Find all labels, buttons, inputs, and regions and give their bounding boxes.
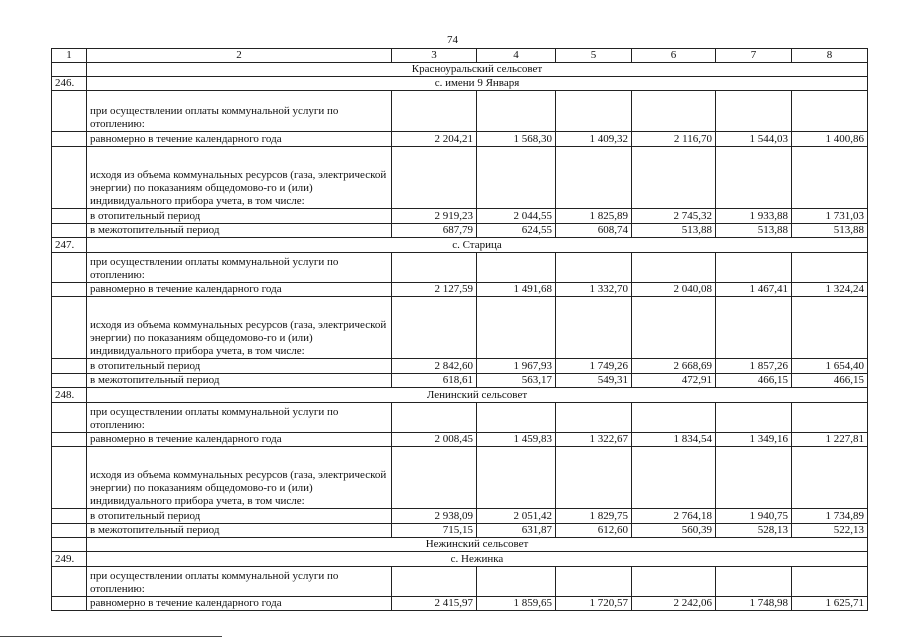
footnote-separator	[0, 636, 222, 637]
table-cell: 2 008,45	[392, 433, 477, 447]
table-cell: 528,13	[716, 524, 792, 538]
table-cell: 1 459,83	[477, 433, 556, 447]
table-cell: 549,31	[556, 374, 632, 388]
table-cell: 1 324,24	[792, 283, 868, 297]
table-cell: 624,55	[477, 224, 556, 238]
table-cell: 1 400,86	[792, 132, 868, 147]
table-row	[52, 283, 868, 297]
table-cell: 612,60	[556, 524, 632, 538]
table-row	[52, 524, 868, 538]
column-header: 5	[556, 49, 632, 63]
column-header: 8	[792, 49, 868, 63]
table-cell: 2 204,21	[392, 132, 477, 147]
table-cell: 466,15	[792, 374, 868, 388]
row-label: в межотопительный период	[87, 374, 392, 388]
table-cell: 1 467,41	[716, 283, 792, 297]
table-cell: 1 734,89	[792, 509, 868, 524]
table-cell: 2 764,18	[632, 509, 716, 524]
row-label: при осуществлении оплаты коммунальной услуги по отоплению:	[87, 91, 392, 132]
table-cell: 1 749,26	[556, 359, 632, 374]
table-cell: 1 731,03	[792, 209, 868, 224]
table-cell: 1 227,81	[792, 433, 868, 447]
row-label: в отопительный период	[87, 509, 392, 524]
table-cell: 608,74	[556, 224, 632, 238]
row-label: исходя из объема коммунальных ресурсов (газа, электрической энергии) по показаниям общедомово-го и (или) индивидуального прибора учета, в том числе:	[87, 147, 392, 209]
table-cell: 1 625,71	[792, 597, 868, 611]
table-row	[52, 147, 868, 209]
table-row	[52, 224, 868, 238]
group-heading: Ленинский сельсовет	[87, 388, 868, 403]
table-cell: 1 568,30	[477, 132, 556, 147]
table-row	[52, 359, 868, 374]
table-cell: 1 322,67	[556, 433, 632, 447]
item-number: 247.	[52, 238, 87, 253]
settlement-name: с. Нежинка	[87, 552, 868, 567]
table-cell: 2 116,70	[632, 132, 716, 147]
table-cell: 1 748,98	[716, 597, 792, 611]
column-header: 3	[392, 49, 477, 63]
row-label: равномерно в течение календарного года	[87, 132, 392, 147]
settlement-row	[52, 238, 868, 253]
table-cell: 1 332,70	[556, 283, 632, 297]
table-cell: 2 745,32	[632, 209, 716, 224]
table-cell: 1 933,88	[716, 209, 792, 224]
tariff-table	[51, 48, 868, 611]
row-label: исходя из объема коммунальных ресурсов (газа, электрической энергии) по показаниям общедомово-го и (или) индивидуального прибора учета, в том числе:	[87, 297, 392, 359]
column-header: 2	[87, 49, 392, 63]
table-cell: 687,79	[392, 224, 477, 238]
row-label: исходя из объема коммунальных ресурсов (газа, электрической энергии) по показаниям общедомово-го и (или) индивидуального прибора учета, в том числе:	[87, 447, 392, 509]
row-label: в отопительный период	[87, 209, 392, 224]
table-cell: 563,17	[477, 374, 556, 388]
table-row	[52, 91, 868, 132]
table-cell: 2 051,42	[477, 509, 556, 524]
column-header: 4	[477, 49, 556, 63]
table-cell: 2 127,59	[392, 283, 477, 297]
table-cell: 1 720,57	[556, 597, 632, 611]
page-number: 74	[447, 34, 458, 46]
table-cell: 2 415,97	[392, 597, 477, 611]
row-label: при осуществлении оплаты коммунальной услуги по отоплению:	[87, 403, 392, 433]
settlement-row	[52, 77, 868, 91]
row-label: в отопительный период	[87, 359, 392, 374]
column-header: 7	[716, 49, 792, 63]
column-header: 1	[52, 49, 87, 63]
table-cell: 1 967,93	[477, 359, 556, 374]
table-cell: 1 825,89	[556, 209, 632, 224]
group-heading: Нежинский сельсовет	[87, 538, 868, 552]
table-cell: 1 409,32	[556, 132, 632, 147]
settlement-name: с. Старица	[87, 238, 868, 253]
item-number: 246.	[52, 77, 87, 91]
table-cell: 513,88	[716, 224, 792, 238]
table-cell: 715,15	[392, 524, 477, 538]
table-cell: 1 857,26	[716, 359, 792, 374]
table-cell: 1 544,03	[716, 132, 792, 147]
group-heading: Красноуральский сельсовет	[87, 63, 868, 77]
table-row	[52, 403, 868, 433]
table-row	[52, 209, 868, 224]
row-label: при осуществлении оплаты коммунальной услуги по отоплению:	[87, 567, 392, 597]
table-cell: 2 842,60	[392, 359, 477, 374]
settlement-name: с. имени 9 Января	[87, 77, 868, 91]
table-cell: 1 654,40	[792, 359, 868, 374]
table-row	[52, 567, 868, 597]
table-cell: 2 668,69	[632, 359, 716, 374]
table-row	[52, 597, 868, 611]
table-row	[52, 253, 868, 283]
item-number: 248.	[52, 388, 87, 403]
table-row	[52, 433, 868, 447]
table-cell: 2 919,23	[392, 209, 477, 224]
table-row	[52, 447, 868, 509]
table-row	[52, 132, 868, 147]
table-cell: 522,13	[792, 524, 868, 538]
row-label: в межотопительный период	[87, 224, 392, 238]
table-cell: 466,15	[716, 374, 792, 388]
table-row	[52, 509, 868, 524]
row-label: при осуществлении оплаты коммунальной услуги по отоплению:	[87, 253, 392, 283]
group-heading-row	[52, 538, 868, 552]
table-cell: 2 242,06	[632, 597, 716, 611]
table-row	[52, 374, 868, 388]
row-label: равномерно в течение календарного года	[87, 283, 392, 297]
table-cell: 2 044,55	[477, 209, 556, 224]
table-cell: 472,91	[632, 374, 716, 388]
group-heading-row	[52, 63, 868, 77]
settlement-row	[52, 552, 868, 567]
table-cell: 1 829,75	[556, 509, 632, 524]
settlement-row	[52, 388, 868, 403]
table-cell: 1 859,65	[477, 597, 556, 611]
table-cell: 513,88	[792, 224, 868, 238]
item-number: 249.	[52, 552, 87, 567]
table-cell: 1 491,68	[477, 283, 556, 297]
column-header: 6	[632, 49, 716, 63]
table-cell: 1 834,54	[632, 433, 716, 447]
table-cell: 631,87	[477, 524, 556, 538]
table-cell: 560,39	[632, 524, 716, 538]
table-cell: 1 349,16	[716, 433, 792, 447]
table-cell: 2 938,09	[392, 509, 477, 524]
table-cell: 1 940,75	[716, 509, 792, 524]
table-row	[52, 297, 868, 359]
row-label: в межотопительный период	[87, 524, 392, 538]
table-cell: 2 040,08	[632, 283, 716, 297]
table-cell: 618,61	[392, 374, 477, 388]
row-label: равномерно в течение календарного года	[87, 597, 392, 611]
table-cell: 513,88	[632, 224, 716, 238]
column-header-row	[52, 49, 868, 63]
row-label: равномерно в течение календарного года	[87, 433, 392, 447]
